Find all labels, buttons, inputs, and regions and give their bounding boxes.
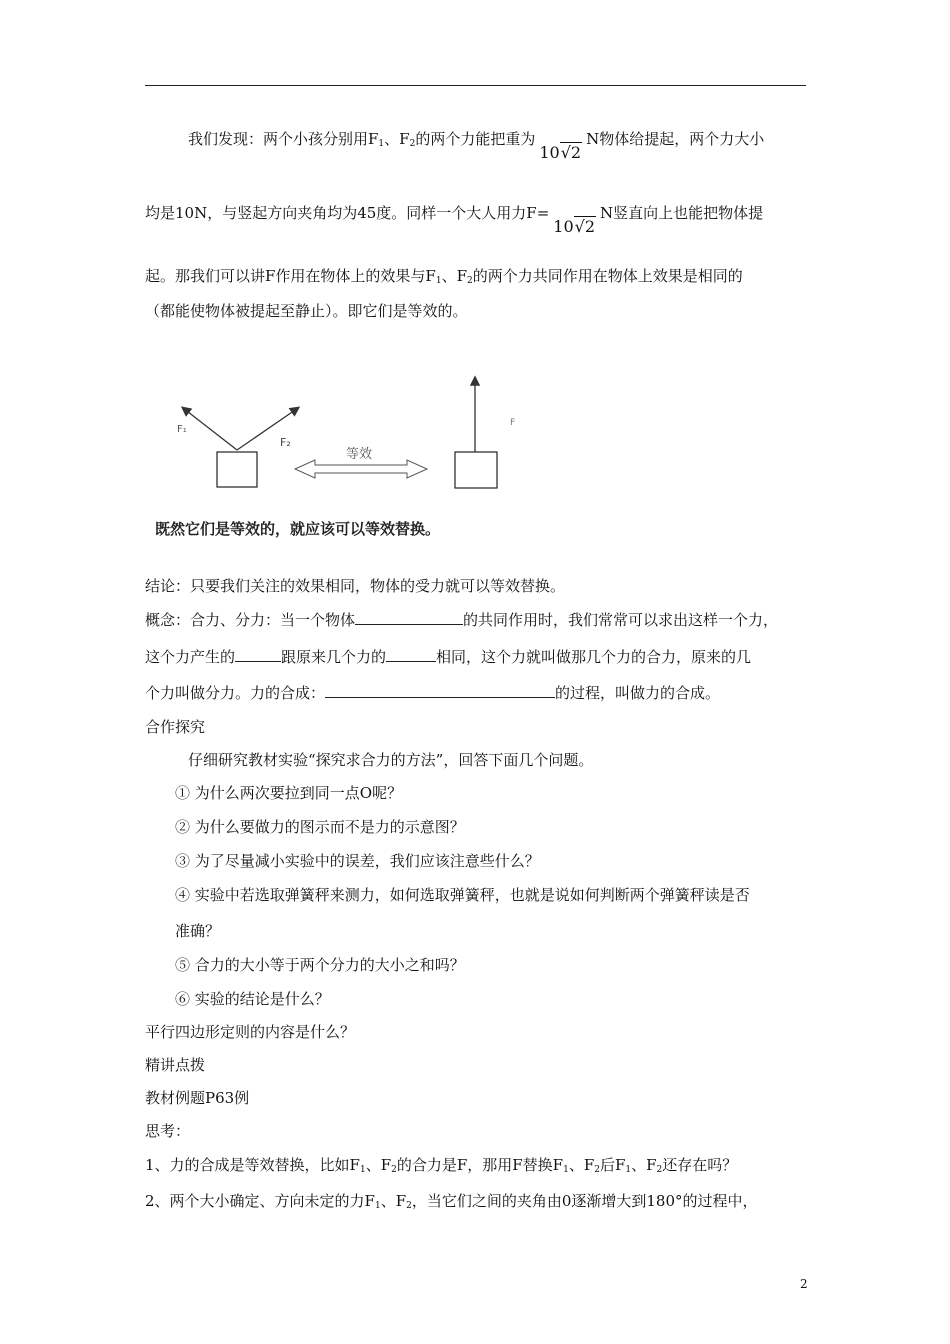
double-arrow <box>295 460 427 478</box>
page-number: 2 <box>800 1277 808 1291</box>
blank-1 <box>355 610 463 625</box>
think-label: 思考： <box>145 1122 191 1140</box>
question-3: ③ 为了尽量减小实验中的误差，我们应该注意些什么？ <box>175 852 540 870</box>
concept-line-1: 概念：合力、分力：当一个物体 的共同作用时，我们常常可以求出这样一个力， <box>145 611 779 629</box>
blank-4 <box>325 683 555 698</box>
right-block <box>455 452 497 488</box>
paragraph-line-1: 我们发现：两个小孩分别用$F_1$、$F_2$的两个力能把重为10√2N物体给提起，两个力大小 <box>188 130 765 162</box>
section-explain: 精讲点拨 <box>145 1056 206 1074</box>
question-6: ⑥ 实验的结论是什么？ <box>175 990 330 1008</box>
diagram-caption: 既然它们是等效的，就应该可以等效替换。 <box>155 520 441 538</box>
paragraph-line-3: 起。那我们可以讲F作用在物体上的效果与$F_1$、$F_2$的两个力共同作用在物体上效果是相同的 <box>145 267 743 286</box>
concept-line-3: 个力叫做分力。力的合成： 的过程，叫做力的合成。 <box>145 684 721 702</box>
equivalent-label: 等效 <box>346 447 373 462</box>
think-question-2: 2、两个大小确定、方向未定的力$F_1$、$F_2$，当它们之间的夹角由0逐渐增大到180°的过程中， <box>145 1192 758 1211</box>
f1-arrow <box>183 408 237 450</box>
conclusion: 结论：只要我们关注的效果相同，物体的受力就可以等效替换。 <box>145 577 566 595</box>
equivalence-diagram <box>170 368 540 508</box>
f2-label: F₂ <box>280 436 291 449</box>
left-block <box>217 452 257 487</box>
header-rule <box>145 85 806 86</box>
parallelogram-question: 平行四边形定则的内容是什么？ <box>145 1023 356 1041</box>
question-5: ⑤ 合力的大小等于两个分力的大小之和吗？ <box>175 956 465 974</box>
f-label: F <box>510 418 516 428</box>
section-cooperative: 合作探究 <box>145 718 206 736</box>
coop-intro: 仔细研究教材实验“探究求合力的方法”，回答下面几个问题。 <box>188 751 594 769</box>
math-10-root-2-b: 10√2 <box>553 217 596 236</box>
question-4: ④ 实验中若选取弹簧秤来测力，如何选取弹簧秤，也就是说如何判断两个弹簧秤读是否 <box>175 886 750 904</box>
example-reference: 教材例题P63例 <box>145 1089 250 1107</box>
concept-line-2: 这个力产生的 跟原来几个力的 相同，这个力就叫做那几个力的合力，原来的几 <box>145 648 752 666</box>
question-4-cont: 准确？ <box>175 922 221 940</box>
math-10-root-2: 10√2 <box>539 143 582 162</box>
paragraph-line-2: 均是10N，与竖起方向夹角均为45度。同样一个大人用力F=10√2N竖直向上也能把物体提 <box>145 204 764 236</box>
blank-2 <box>235 647 281 662</box>
question-2: ② 为什么要做力的图示而不是力的示意图？ <box>175 818 465 836</box>
paragraph-line-4: （都能使物体被提起至静止）。即它们是等效的。 <box>145 302 468 320</box>
f1-label: F₁ <box>177 424 187 435</box>
think-question-1: 1、力的合成是等效替换，比如$F_1$、$F_2$的合力是F，那用F替换$F_1$、$F_2$后$F_1$、$F_2$还存在吗？ <box>145 1156 738 1175</box>
blank-3 <box>386 647 436 662</box>
question-1: ① 为什么两次要拉到同一点O呢？ <box>175 784 403 802</box>
